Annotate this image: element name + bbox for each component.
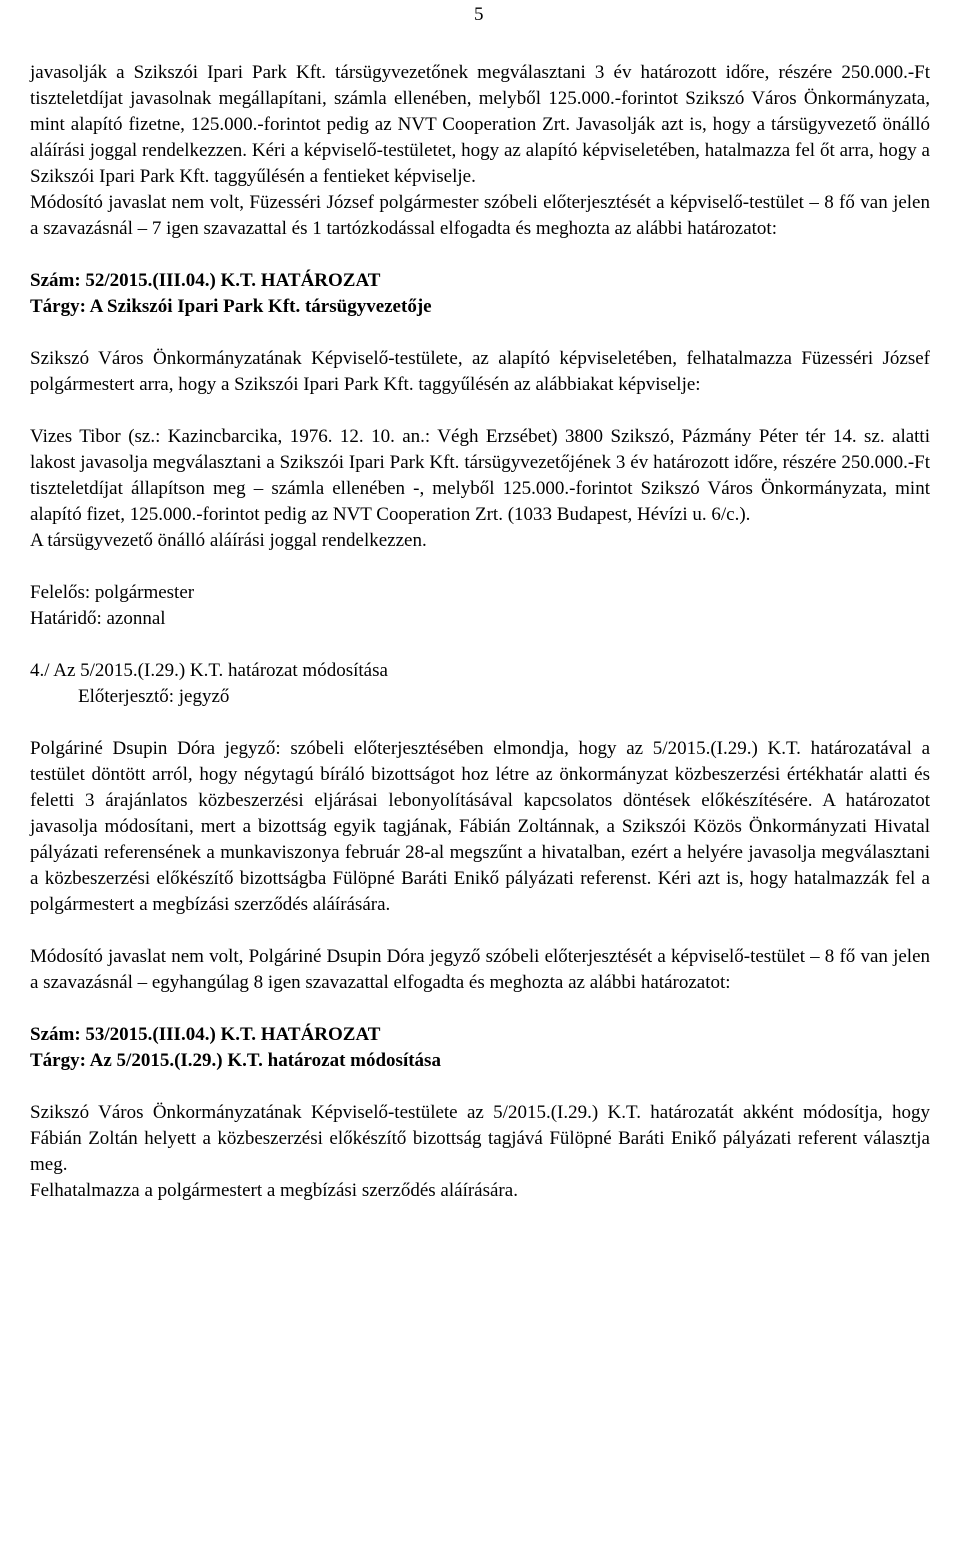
intro-paragraph: javasolják a Szikszói Ipari Park Kft. társügyvezetőnek megválasztani 3 év határozott időre, részére 250.000.-Ft tiszteletdíjat javasolnak megállapítani, számla ellenében, melyből 125.000.-forintot Szikszó Város Önkormányzata, mint alapító fizetne, 125.000.-forintot pedig az NVT Cooperation Zrt. Javasolják azt is, hogy a társügyvezető önálló aláírási joggal rendelkezzen. Kéri a képviselő-testületet, hogy az alapító képviseletében, hatalmazza fel őt arra, hogy a Szikszói Ipari Park Kft. taggyűlésén a fentieket képviselje.	[30, 62, 930, 187]
resolution-52-body: Szikszó Város Önkormányzatának Képviselő-testülete, az alapító képviseletében, felhatalmazza Füzesséri József polgármestert arra, hogy a Szikszói Ipari Park Kft. taggyűlésén az alábbiakat képviselje:	[30, 348, 930, 395]
resolution-52-number: Szám: 52/2015.(III.04.) K.T. HATÁROZAT	[30, 270, 381, 291]
resolution-53-body: Szikszó Város Önkormányzatának Képviselő-testülete az 5/2015.(I.29.) K.T. határozatát akként módosítja, hogy Fábián Zoltán helyett a közbeszerzési előkészítő bizottság tagjává Fülöpné Baráti Enikő pályázati referent választja meg.	[30, 1102, 930, 1175]
document-body	[30, 60, 930, 1204]
resolution-53-subject: Tárgy: Az 5/2015.(I.29.) K.T. határozat módosítása	[30, 1050, 441, 1071]
page-number: 5	[474, 4, 484, 25]
resolution-52-deadline: Határidő: azonnal	[30, 608, 166, 629]
agenda-item-4-presentation: Polgáriné Dsupin Dóra jegyző: szóbeli előterjesztésében elmondja, hogy az 5/2015.(I.29.) K.T. határozatával a testület döntött arról, hogy négytagú bíráló bizottságot hoz létre az önkormányzat közbeszerzési értékhatár alatti és feletti 3 árajánlatos közbeszerzési eljárásai lebonyolításával kapcsolatos döntések előkészítésére. A határozatot javasolja módosítani, mert a bizottság egyik tagjának, Fábián Zoltánnak, a Szikszói Közös Önkormányzati Hivatal pályázati referensének a munkaviszonya február 28-al megszűnt a hivatalban, ezért a helyére javasolja megválasztani a közbeszerzési előkészítő bizottságba Fülöpné Baráti Enikő pályázati referenst. Kéri azt is, hogy hatalmazzák fel a polgármestert a megbízási szerződés aláírására.	[30, 738, 930, 915]
agenda-item-4-voting: Módosító javaslat nem volt, Polgáriné Dsupin Dóra jegyző szóbeli előterjesztését a képviselő-testület – 8 fő van jelen a szavazásnál – egyhangúlag 8 igen szavazattal elfogadta és meghozta az alábbi határozatot:	[30, 946, 930, 993]
agenda-item-4-presenter: Előterjesztő: jegyző	[78, 686, 230, 707]
voting-paragraph: Módosító javaslat nem volt, Füzesséri József polgármester szóbeli előterjesztését a képviselő-testület – 8 fő van jelen a szavazásnál – 7 igen szavazattal és 1 tartózkodással elfogadta és meghozta az alábbi határozatot:	[30, 192, 930, 239]
resolution-52-responsible: Felelős: polgármester	[30, 582, 195, 603]
resolution-52-subject: Tárgy: A Szikszói Ipari Park Kft. társügyvezetője	[30, 296, 432, 317]
resolution-53-authorization: Felhatalmazza a polgármestert a megbízási szerződés aláírására.	[30, 1180, 518, 1201]
resolution-53-number: Szám: 53/2015.(III.04.) K.T. HATÁROZAT	[30, 1024, 381, 1045]
agenda-item-4-title: 4./ Az 5/2015.(I.29.) K.T. határozat módosítása	[30, 660, 388, 681]
resolution-52-nominee: Vizes Tibor (sz.: Kazincbarcika, 1976. 12. 10. an.: Végh Erzsébet) 3800 Szikszó, Pázmány Péter tér 14. sz. alatti lakost javasolja megválasztani a Szikszói Ipari Park Kft. társügyvezetőjének 3 év határozott időre, részére 250.000.-Ft tiszteletdíjat állapítson meg – számla ellenében -, melyből 125.000.-forintot Szikszó Város Önkormányzata, mint alapító fizet, 125.000.-forintot pedig az NVT Cooperation Zrt. (1033 Budapest, Hévízi u. 6/c.).	[30, 426, 930, 525]
resolution-52-signing-right: A társügyvezető önálló aláírási joggal rendelkezzen.	[30, 530, 427, 551]
